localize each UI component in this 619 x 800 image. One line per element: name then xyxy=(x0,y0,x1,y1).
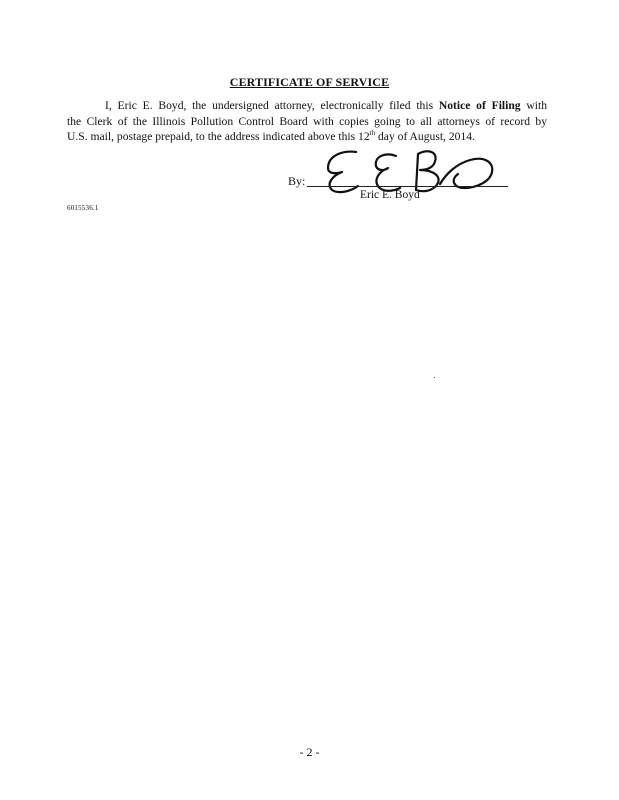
certificate-paragraph xyxy=(67,98,547,145)
paragraph-line-3-text: U.S. mail, postage prepaid, to the address indicated above this 12 xyxy=(67,130,370,143)
document-id: 6015536.1 xyxy=(67,204,99,212)
paragraph-line-1-end: with xyxy=(520,99,547,112)
paragraph-line-2: the Clerk of the Illinois Pollution Control Board with copies going to all attorneys of record by xyxy=(67,114,547,128)
day-ordinal-suffix: th xyxy=(369,129,376,138)
signer-name: Eric E. Boyd xyxy=(360,189,420,201)
paragraph-line-3 xyxy=(67,129,547,145)
paragraph-line-3-end: day of August, 2014. xyxy=(375,130,475,143)
page-number: - 2 - xyxy=(299,745,320,759)
paragraph-line-1 xyxy=(67,98,547,114)
notice-of-filing-bold: Notice of Filing xyxy=(438,99,521,112)
scan-speck xyxy=(434,377,435,378)
by-label: By: xyxy=(288,174,306,188)
paragraph-line-1-text: I, Eric E. Boyd, the undersigned attorney, electronically filed this xyxy=(105,99,439,112)
signature-line xyxy=(307,186,508,187)
certificate-title: CERTIFICATE OF SERVICE xyxy=(229,75,390,89)
